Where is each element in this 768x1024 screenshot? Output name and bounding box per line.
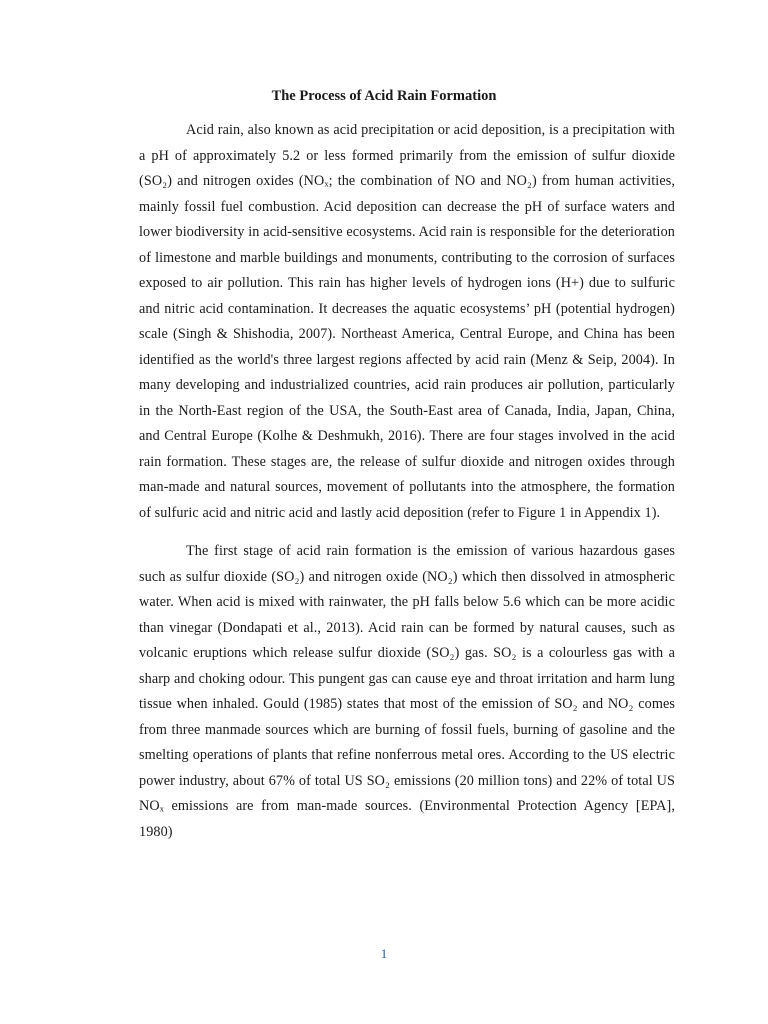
document-body (139, 118, 675, 845)
paragraph-2: The first stage of acid rain formation is the emission of various hazardous gases such as sulfur dioxide (SO₂) and nitrogen oxide (NO₂) which then dissolved in atmospheric water. When acid is mixed with rainwater, the pH falls below 5.6 which can be more acidic than vinegar (Dondapati et al., 2013). Acid rain can be formed by natural causes, such as volcanic eruptions which release sulfur dioxide (SO₂) gas. SO₂ is a colourless gas with a sharp and choking odour. This pungent gas can cause eye and throat irritation and harm lung tissue when inhaled. Gould (1985) states that most of the emission of SO₂ and NO₂ comes from three manmade sources which are burning of fossil fuels, burning of gasoline and the smelting operations of plants that refine nonferrous metal ores. According to the US electric power industry, about 67% of total US SO₂ emissions (20 million tons) and 22% of total US NOₓ emissions are from man-made sources. (Environmental Protection Agency [EPA], 1980) (139, 543, 675, 840)
paragraph-1: Acid rain, also known as acid precipitation or acid deposition, is a precipitation with a pH of approximately 5.2 or less formed primarily from the emission of sulfur dioxide (SO₂) and nitrogen oxides (NOₓ; the combination of NO and NO₂) from human activities, mainly fossil fuel combustion. Acid deposition can decrease the pH of surface waters and lower biodiversity in acid-sensitive ecosystems. Acid rain is responsible for the deterioration of limestone and marble buildings and monuments, contributing to the corrosion of surfaces exposed to air pollution. This rain has higher levels of hydrogen ions (H+) due to sulfuric and nitric acid contamination. It decreases the aquatic ecosystems’ pH (potential hydrogen) scale (Singh & Shishodia, 2007). Northeast America, Central Europe, and China has been identified as the world's three largest regions affected by acid rain (Menz & Seip, 2004). In many developing and industrialized countries, acid rain produces air pollution, particularly in the North-East region of the USA, the South-East area of Canada, India, Japan, China, and Central Europe (Kolhe & Deshmukh, 2016). There are four stages involved in the acid rain formation. These stages are, the release of sulfur dioxide and nitrogen oxides through man-made and natural sources, movement of pollutants into the atmosphere, the formation of sulfuric acid and nitric acid and lastly acid deposition (refer to Figure 1 in Appendix 1). (139, 122, 675, 521)
document-title: The Process of Acid Rain Formation (271, 88, 497, 104)
page-number: 1 (380, 946, 388, 961)
